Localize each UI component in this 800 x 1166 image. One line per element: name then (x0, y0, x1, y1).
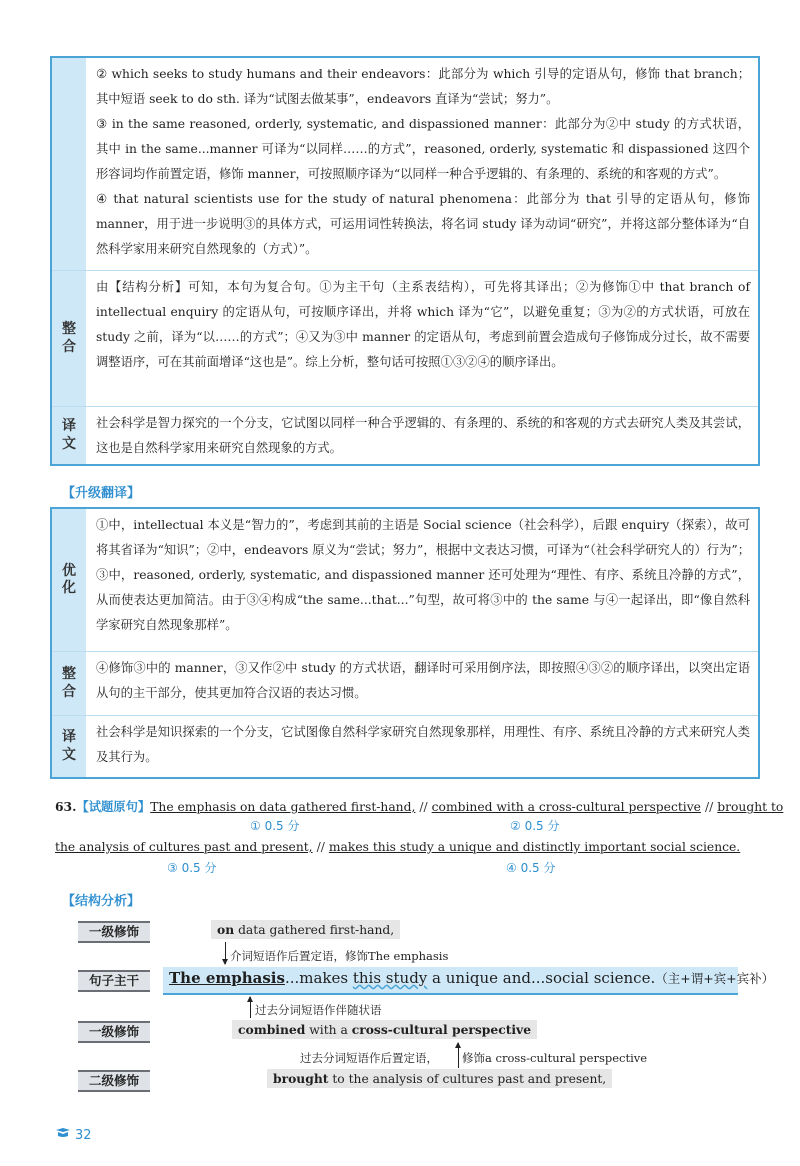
table-row (52, 715, 758, 777)
phrase-keyword: on (217, 922, 235, 937)
sentence-part-3b: the analysis of cultures past and present, (55, 840, 313, 854)
row-content (86, 509, 758, 651)
main-rest: a unique and...social science. (427, 969, 656, 987)
table-row (52, 509, 758, 651)
row-label (52, 652, 86, 715)
paragraph: ② which seeks to study humans and their endeavors：此部分为 which 引导的定语从句，修饰 that branch；其中短语 seek to do sth. 译为“试图去做某事”，endeavors 直译为“尝试；努力”。 (96, 67, 750, 106)
book-icon (55, 1127, 71, 1143)
main-verb: ...makes (284, 969, 353, 987)
level-label: 二级修饰 (78, 1070, 150, 1092)
row-label-text: 合 (62, 683, 76, 700)
score-4: ④ 0.5 分 (506, 861, 556, 875)
row-content (86, 271, 758, 406)
upgrade-table (50, 507, 760, 779)
paragraph: 由【结构分析】可知，本句为复合句。①为主干句（主系表结构），可先将其译出；②为修饰①中 that branch of intellectual enquiry 的定语从句，可按顺序译出，并将 which 译为“它”，以避免重复；③为②的方式状语，可放在 study 之前，译为“以……的方式”；④又为③中 manner 的定语从句，考虑到前置会造成句子修饰成分过长，故不需要调整语序，可在其前面增译“这也是”。综上分析，整句话可按照①③②④的顺序译出。 (96, 280, 750, 369)
translation-text: 社会科学是知识探索的一个分支，它试图像自然科学家研究自然现象那样，用理性、有序、系统且冷静的方式来研究人类及其行为。 (96, 725, 750, 764)
sentence-part-4: makes this study a unique and distinctly important social science. (328, 840, 741, 854)
row-label-text: 文 (62, 746, 76, 763)
row-label-text: 译 (62, 729, 76, 745)
level-label: 一级修饰 (78, 921, 150, 943)
row-label (52, 509, 86, 651)
note-brought (300, 1050, 438, 1066)
phrase-text: data gathered first-hand, (234, 923, 395, 937)
phrase-text: to the analysis of cultures past and present, (328, 1072, 607, 1086)
translation-text: 社会科学是智力探究的一个分支，它试图以同样一种合乎逻辑的、有条理的、系统的和客观的方式去研究人类及其尝试，这也是自然科学家用来研究自然现象的方式。 (96, 416, 750, 455)
phrase-keyword: cross-cultural perspective (351, 1022, 532, 1037)
phrase-combined (232, 1020, 537, 1039)
slash-divider: // (704, 800, 714, 814)
score-1: ① 0.5 分 (250, 819, 300, 833)
level-label: 句子主干 (78, 970, 150, 992)
sentence-part-1: The emphasis on data gathered first-hand, (150, 800, 416, 814)
row-label-text: 整 (62, 666, 76, 682)
note-on: 介词短语作后置定语，修饰The emphasis (230, 949, 449, 963)
row-content (86, 652, 758, 715)
table-row (52, 406, 758, 464)
row-label (52, 271, 86, 406)
level-label: 一级修饰 (78, 1021, 150, 1043)
page-number (55, 1127, 92, 1143)
phrase-brought (267, 1069, 612, 1088)
note-brought-text: 过去分词短语作后置定语， (300, 1051, 438, 1065)
row-label-text: 整 (62, 321, 76, 337)
table-row (52, 651, 758, 715)
row-label-text: 合 (62, 338, 76, 355)
phrase-keyword: combined (238, 1022, 306, 1037)
sentence-part-3a: brought to (717, 800, 784, 814)
row-label (52, 58, 86, 270)
analysis-table (50, 56, 760, 466)
note-brought-target: 修饰a cross-cultural perspective (462, 1051, 648, 1065)
arrow-up (458, 1043, 459, 1068)
row-label (52, 407, 86, 464)
main-clause (163, 967, 775, 995)
page-number-text: 32 (75, 1127, 92, 1143)
table-row (52, 58, 758, 270)
question-number: 63. (55, 799, 77, 814)
main-subject: The emphasis (169, 969, 285, 987)
question-line-2 (55, 837, 765, 857)
slash-divider: // (316, 840, 325, 854)
row-label-text: 优 (62, 562, 76, 579)
row-label-text: 文 (62, 435, 76, 452)
row-content (86, 58, 758, 270)
question-63 (55, 797, 784, 857)
phrase-on (211, 920, 400, 939)
slash-divider: // (419, 800, 428, 814)
phrase-keyword: brought (273, 1071, 329, 1086)
structure-analysis-heading: 【结构分析】 (62, 894, 141, 909)
row-label-text: 译 (62, 418, 76, 434)
main-pattern-note: （主+谓+宾+宾补） (655, 971, 775, 986)
sentence-part-2: combined with a cross-cultural perspective (431, 800, 701, 814)
score-3: ③ 0.5 分 (167, 861, 217, 875)
paragraph: ④修饰③中的 manner，③又作②中 study 的方式状语，翻译时可采用倒序法，即按照④③②的顺序译出，以突出定语从句的主干部分，使其更加符合汉语的表达习惯。 (96, 661, 750, 700)
paragraph: ③ in the same reasoned, orderly, systematic, and dispassioned manner：此部分为②中 study 的方式状语，其中 in the same...manner 可译为“以同样……的方式”，reasoned, orderly, systematic 和 dispassioned 这四个形容词均作前置定语，修饰 manner，可按照顺序译为“以同样一种合乎逻辑的、有条理的、系统的和客观的方式”。 (96, 117, 750, 181)
question-tag: 【试题原句】 (76, 800, 151, 814)
question-line-1 (55, 797, 784, 817)
table-row (52, 270, 758, 406)
score-2: ② 0.5 分 (510, 819, 560, 833)
row-content (86, 716, 758, 777)
paragraph: ①中，intellectual 本义是“智力的”，考虑到其前的主语是 Social science（社会科学），后跟 enquiry（探索），故可将其省译为“知识”；②中，endeavors 原义为“尝试；努力”，根据中文表达习惯，可译为“（社会科学研究人的）行为”；③中，reasoned, orderly, systematic, and dispassioned manner 还可处理为“理性、有序、系统且冷静的方式”，从而使表达更加简洁。由于③④构成“the same...that...”句型，故可将③中的 the same 与④一起译出，即“像自然科学家研究自然现象那样”。 (96, 518, 750, 632)
phrase-text: with a (305, 1023, 352, 1037)
upgrade-translation-heading: 【升级翻译】 (62, 486, 141, 501)
row-label (52, 716, 86, 777)
main-object: this study (352, 969, 428, 987)
paragraph: ④ that natural scientists use for the study of natural phenomena：此部分为 that 引导的定语从句，修饰 manner，用于进一步说明③的具体方式，可运用词性转换法，将名词 study 译为动词“研究”，并将这部分整体译为“自然科学家用来研究自然现象的（方式）”。 (96, 192, 750, 256)
arrow-down (225, 942, 226, 964)
row-content (86, 407, 758, 464)
arrow-up (250, 997, 251, 1018)
row-label-text: 化 (62, 580, 76, 596)
note-combined: 过去分词短语作伴随状语 (255, 1003, 382, 1017)
